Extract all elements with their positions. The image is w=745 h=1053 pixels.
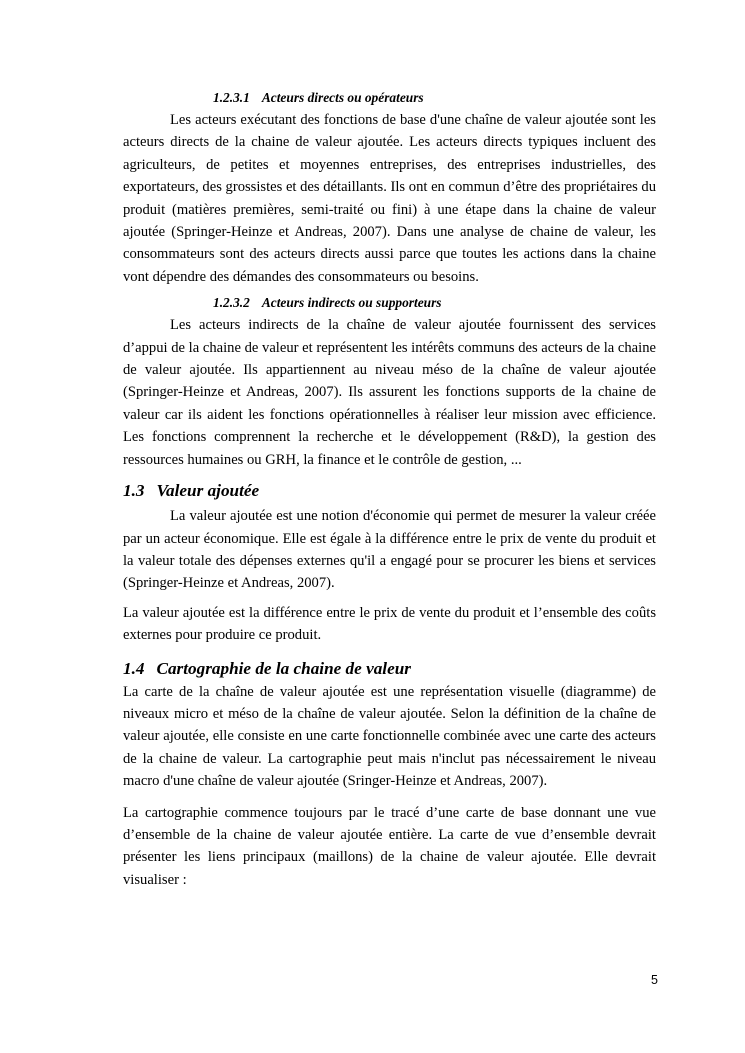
paragraph-valeur-ajoutee-2: La valeur ajoutée est la différence entre le prix de vente du produit et l’ensemble des coûts externes pour produire ce produit. [123, 604, 656, 644]
subsection-number: 1.2.3.2 [213, 295, 250, 311]
paragraph-acteurs-indirects: Les acteurs indirects de la chaîne de valeur ajoutée fournissent des services d’appui de la chaine de valeur et représentent les intérêts communs des acteurs de la chaine de valeur ajoutée. Ils appartiennent au niveau méso de la chaîne de valeur ajoutée (Springer-Heinze et Andreas, 2007). Ils assurent les fonctions supports de la chaine de valeur car ils aident les fonctions opérationnelles à réaliser leur mission avec efficience. Les fonctions comprennent la recherche et le développement (R&D), la gestion des ressources humaines ou GRH, la finance et le contrôle de gestion, ... [123, 317, 656, 468]
subsection-heading-1-2-3-1 [213, 88, 656, 108]
section-heading-1-4 [123, 657, 656, 681]
subsection-title: Acteurs indirects ou supporteurs [261, 295, 442, 311]
section-title: Valeur ajoutée [156, 481, 260, 501]
section-number: 1.4 [123, 658, 145, 678]
page-number: 5 [651, 973, 658, 987]
section-heading-1-3 [123, 479, 656, 503]
paragraph-valeur-ajoutee-1: La valeur ajoutée est une notion d'économie qui permet de mesurer la valeur créée par un acteur économique. Elle est égale à la différence entre le prix de vente du produit et la valeur totale des dépenses externes qu'il a engagé pour se procurer les biens et services (Springer-Heinze et Andreas, 2007). [123, 508, 656, 592]
section-number: 1.3 [123, 481, 145, 501]
paragraph-cartographie-1: La carte de la chaîne de valeur ajoutée est une représentation visuelle (diagramme) de niveaux micro et méso de la chaîne de valeur ajoutée. Selon la définition de la chaîne de valeur ajoutée, elle consiste en une carte fonctionnelle combinée avec une carte des acteurs de la chaine de valeur. La cartographie peut mais n'inclut pas nécessairement le niveau macro d'une chaîne de valeur ajoutée (Sringer-Heinze et Andreas, 2007). [123, 683, 656, 790]
page-content [123, 88, 656, 891]
subsection-title: Acteurs directs ou opérateurs [261, 90, 424, 105]
subsection-number: 1.2.3.1 [213, 90, 250, 105]
subsection-heading-1-2-3-2 [213, 293, 656, 313]
section-title: Cartographie de la chaine de valeur [156, 658, 411, 678]
paragraph-cartographie-2: La cartographie commence toujours par le tracé d’une carte de base donnant une vue d’ensemble de la chaine de valeur ajoutée entière. La carte de vue d’ensemble devrait présenter les liens principaux (maillons) de la chaine de valeur ajoutée. Elle devrait visualiser : [123, 804, 656, 888]
paragraph-acteurs-directs: Les acteurs exécutant des fonctions de base d'une chaîne de valeur ajoutée sont les acteurs directs de la chaine de valeur ajoutée. Les acteurs directs typiques incluent des agriculteurs, de petites et moyennes entreprises, des entreprises industrielles, des exportateurs, des grossistes et des détaillants. Ils ont en commun d’être des propriétaires du produit (matières premières, semi-traité ou fini) à une étape dans la chaine de valeur ajoutée (Springer-Heinze et Andreas, 2007). Dans une analyse de chaine de valeur, les consommateurs sont des acteurs directs aussi parce que toutes les actions dans la chaine vont dépendre des démandes des consommateurs ou besoins. [123, 112, 656, 285]
